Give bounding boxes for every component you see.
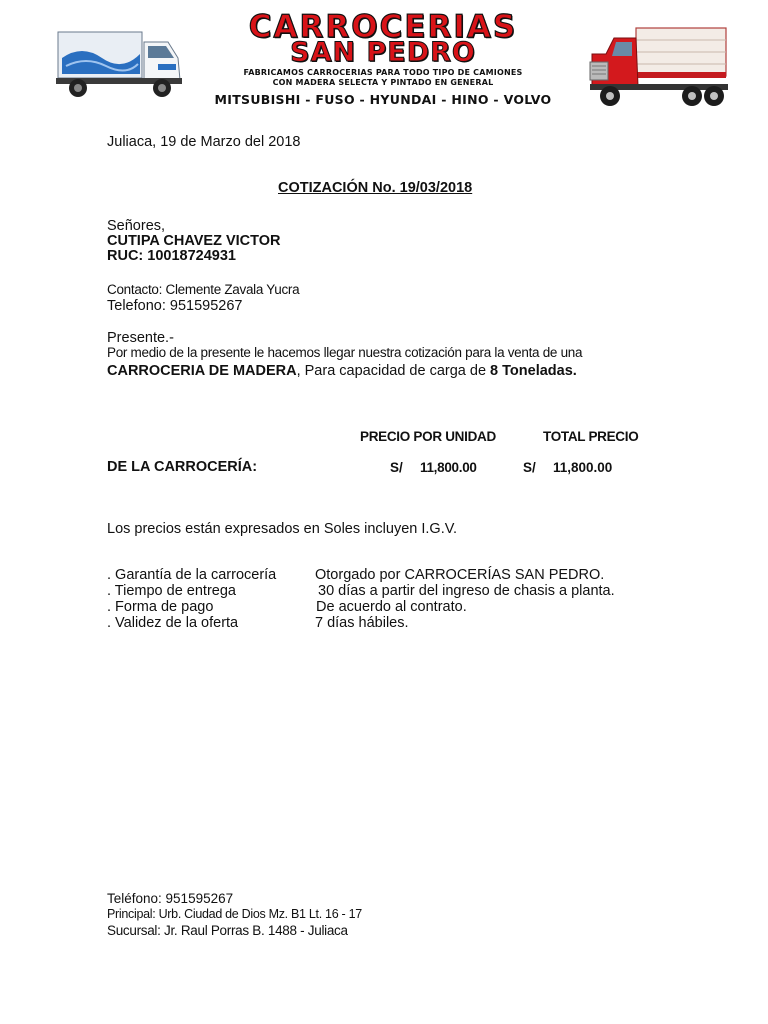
product-line xyxy=(107,363,577,380)
footer-main-office: Principal: Urb. Ciudad de Dios Mz. B1 Lt. 16 - 17 xyxy=(107,907,362,921)
header-total-price: TOTAL PRECIO xyxy=(543,429,639,444)
intro-line: Por medio de la presente le hacemos llegar nuestra cotización para la venta de una xyxy=(107,345,583,360)
condition-value-validity: 7 días hábiles. xyxy=(315,615,409,631)
unit-price-value: 11,800.00 xyxy=(420,460,477,475)
quote-title: COTIZACIÓN No. 19/03/2018 xyxy=(278,180,473,196)
footer-phone: Teléfono: 951595267 xyxy=(107,891,234,906)
presente-line: Presente.- xyxy=(107,330,174,346)
tagline-line1: FABRICAMOS CARROCERIAS PARA TODO TIPO DE CAMIONES xyxy=(243,68,523,77)
condition-label-delivery: . Tiempo de entrega xyxy=(107,583,236,599)
red-truck-icon xyxy=(584,20,730,112)
prices-note: Los precios están expresados en Soles incluyen I.G.V. xyxy=(107,521,458,537)
contact-line: Contacto: Clemente Zavala Yucra xyxy=(107,282,300,297)
condition-label-payment: . Forma de pago xyxy=(107,599,214,615)
company-name-line1: CARROCERIAS xyxy=(248,9,518,45)
condition-label-warranty: . Garantía de la carrocería xyxy=(107,567,277,583)
condition-value-delivery: 30 días a partir del ingreso de chasis a planta. xyxy=(318,583,615,599)
unit-currency: S/ xyxy=(390,460,403,475)
brands-line: MITSUBISHI - FUSO - HYUNDAI - HINO - VOLVO xyxy=(214,92,552,107)
product-name: CARROCERIA DE MADERA xyxy=(107,363,297,379)
header-unit-price: PRECIO POR UNIDAD xyxy=(360,429,496,444)
condition-value-warranty: Otorgado por CARROCERÍAS SAN PEDRO. xyxy=(315,567,605,583)
condition-label-validity: . Validez de la oferta xyxy=(107,615,239,631)
company-name-line2: SAN PEDRO xyxy=(290,37,476,68)
condition-value-payment: De acuerdo al contrato. xyxy=(316,599,467,615)
white-truck-icon xyxy=(52,24,186,104)
client-ruc: RUC: 10018724931 xyxy=(107,248,236,264)
footer-branch: Sucursal: Jr. Raul Porras B. 1488 - Juliaca xyxy=(107,923,348,938)
price-row-label: DE LA CARROCERÍA: xyxy=(107,459,258,475)
salutation: Señores, xyxy=(107,218,166,234)
total-price-value: 11,800.00 xyxy=(553,460,613,475)
client-name: CUTIPA CHAVEZ VICTOR xyxy=(107,233,281,249)
date-line: Juliaca, 19 de Marzo del 2018 xyxy=(107,134,301,150)
capacity-value: 8 Toneladas. xyxy=(490,363,577,379)
tagline-line2: CON MADERA SELECTA Y PINTADO EN GENERAL xyxy=(272,78,494,87)
total-currency: S/ xyxy=(523,460,536,475)
product-description: , Para capacidad de carga de xyxy=(296,363,491,379)
phone-line: Telefono: 951595267 xyxy=(107,298,243,314)
